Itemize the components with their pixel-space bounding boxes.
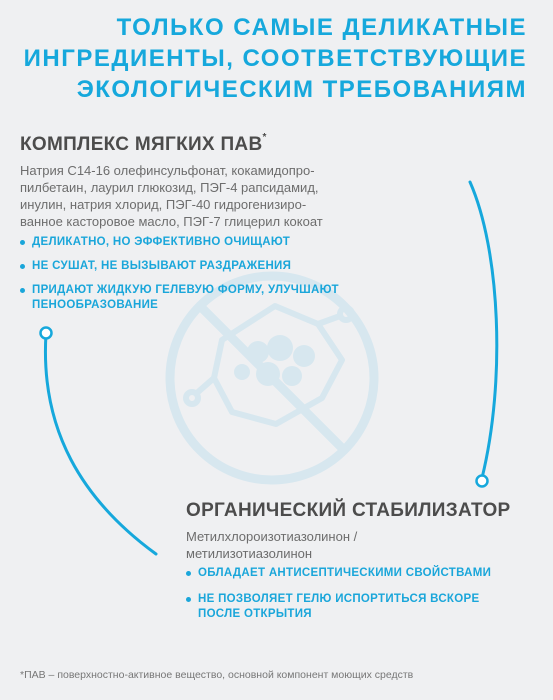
bullet-dot-icon xyxy=(186,571,191,576)
benefit-item xyxy=(186,566,491,581)
section2-heading: ОРГАНИЧЕСКИЙ СТАБИЛИЗАТОР xyxy=(186,500,511,521)
benefit-text: ПРИДАЮТ ЖИДКУЮ ГЕЛЕВУЮ ФОРМУ, УЛУЧШАЮТ xyxy=(32,284,339,296)
section1-heading xyxy=(20,134,267,156)
footnote-mark: * xyxy=(262,132,267,143)
bullet-dot-icon xyxy=(20,264,25,269)
benefit-item xyxy=(20,259,339,274)
section2-ingredients xyxy=(186,528,357,562)
bullet-dot-icon xyxy=(186,597,191,602)
section1-ingredients xyxy=(20,162,323,230)
section1-benefits-list xyxy=(20,235,339,322)
title-line: ТОЛЬКО САМЫЕ ДЕЛИКАТНЫЕ xyxy=(116,14,527,41)
ingredients-line: Натрия С14-16 олефинсульфонат, кокамидопро- xyxy=(20,163,315,178)
benefit-text: ОБЛАДАЕТ АНТИСЕПТИЧЕСКИМИ СВОЙСТВАМИ xyxy=(198,567,492,579)
ingredients-line: пилбетаин, лаурил глюкозид, ПЭГ-4 рапсидамид, xyxy=(20,180,319,195)
benefit-text: НЕ СУШАТ, НЕ ВЫЗЫВАЮТ РАЗДРАЖЕНИЯ xyxy=(32,260,292,272)
benefit-item xyxy=(20,283,339,313)
ingredients-line: метилизотиазолинон xyxy=(186,546,313,561)
title-line: ИНГРЕДИЕНТЫ, СООТВЕТСТВУЮЩИЕ xyxy=(23,45,527,72)
ingredients-line: инулин, натрия хлорид, ПЭГ-40 гидрогенизиро- xyxy=(20,197,307,212)
ingredients-line: ванное касторовое масло, ПЭГ-7 глицерил кокоат xyxy=(20,214,323,229)
title-line: ЭКОЛОГИЧЕСКИМ ТРЕБОВАНИЯМ xyxy=(76,76,527,103)
bullet-dot-icon xyxy=(20,240,25,245)
page-title xyxy=(7,12,527,105)
benefit-text: ДЕЛИКАТНО, НО ЭФФЕКТИВНО ОЧИЩАЮТ xyxy=(32,236,291,248)
benefit-item xyxy=(186,592,491,622)
bubbles-watermark xyxy=(234,335,315,386)
benefit-text: НЕ ПОЗВОЛЯЕТ ГЕЛЮ ИСПОРТИТЬСЯ ВСКОРЕ xyxy=(198,593,480,605)
benefit-text: ПЕНООБРАЗОВАНИЕ xyxy=(32,299,159,311)
ingredients-line: Метилхлороизотиазолинон / xyxy=(186,529,358,544)
benefit-item xyxy=(20,235,339,250)
footnote: *ПАВ – поверхностно-активное вещество, основной компонент моющих средств xyxy=(20,669,414,681)
section1-heading-text: КОМПЛЕКС МЯГКИХ ПАВ xyxy=(20,134,263,155)
section2-benefits-list xyxy=(186,566,491,633)
benefit-text: ПОСЛЕ ОТКРЫТИЯ xyxy=(198,608,312,620)
bullet-dot-icon xyxy=(20,288,25,293)
